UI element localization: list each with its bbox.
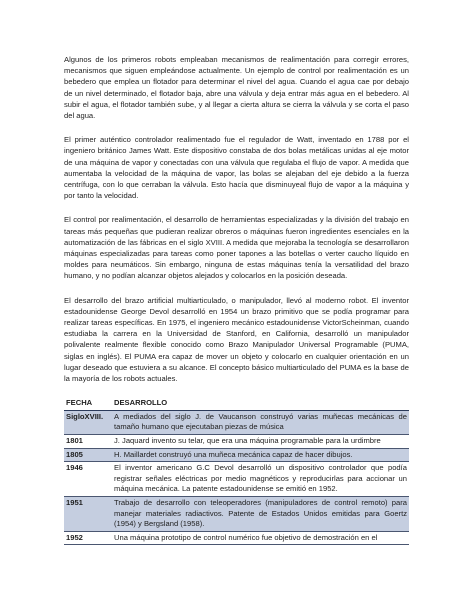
table-header-row <box>64 397 409 410</box>
table-row <box>64 435 409 449</box>
history-table <box>64 397 409 545</box>
row-description: El inventor americano G.C Devol desarrolló un dispositivo controlador que podía registrar señales eléctricas por medio magnéticos y reproducirlas para accionar un máquina mecánica. La patente estadounidense se emitió en 1952. <box>112 462 409 497</box>
row-description: H. Maillardet construyó una muñeca mecánica capaz de hacer dibujos. <box>112 448 409 462</box>
header-fecha: FECHA <box>64 397 112 410</box>
table-row <box>64 462 409 497</box>
row-description: A mediados del siglo J. de Vaucanson construyó varias muñecas mecánicas de tamaño humano que ejecutaban piezas de música <box>112 410 409 434</box>
paragraph-feedback-mechanisms: Algunos de los primeros robots empleaban mecanismos de realimentación para corregir errores, mecanismos que siguen empleándose actualmente. Un ejemplo de control por realimentación es un bebedero que emplea un flotador para determinar el nivel del agua. Cuando el agua cae por debajo de un nivel determinado, el flotador baja, abre una válvula y deja entrar más agua en el bebedero. Al subir el agua, el flotador también sube, y al llegar a cierta altura se cierra la válvula y se corta el paso del agua. <box>64 55 409 121</box>
document-body <box>64 54 409 545</box>
paragraph-factory-automation: El control por realimentación, el desarrollo de herramientas especializadas y la división del trabajo en tareas más pequeñas que pudieran realizar obreros o máquinas fueron ingredientes esenciales en la automatización de las fábricas en el siglo XVIII. A medida que mejoraba la tecnología se desarrollaron máquinas especializadas para tareas como poner tapones a las botellas o verter caucho líquido en moldes para neumáticos. Sin embargo, ninguna de estas máquinas tenía la versatilidad del brazo humano, y no podían alcanzar objetos alejados y colocarlos en la posición deseada. <box>64 215 409 281</box>
row-description: Una máquina prototipo de control numérico fue objetivo de demostración en el <box>112 531 409 545</box>
row-year: 1952 <box>64 531 112 545</box>
row-description: Trabajo de desarrollo con teleoperadores (manipuladores de control remoto) para manejar materiales radiactivos. Patente de Estados Unidos emitidas para Goertz (1954) y Bergsland (1958). <box>112 497 409 532</box>
row-year: 1801 <box>64 435 112 449</box>
table-row <box>64 448 409 462</box>
row-year: 1805 <box>64 448 112 462</box>
table-row <box>64 410 409 434</box>
row-description: J. Jaquard invento su telar, que era una máquina programable para la urdimbre <box>112 435 409 449</box>
row-year: 1946 <box>64 462 112 497</box>
paragraph-manipulator-arm: El desarrollo del brazo artificial multiarticulado, o manipulador, llevó al moderno robot. El inventor estadounidense George Devol desarrolló en 1954 un brazo primitivo que se podía programar para realizar tareas específicas. En 1975, el ingeniero mecánico estadounidense VictorScheinman, cuando estudiaba la carrera en la Universidad de Stanford, en California, desarrolló un manipulador polivalente realmente flexible conocido como Brazo Manipulador Universal Programable (PUMA, siglas en inglés). El PUMA era capaz de mover un objeto y colocarlo en cualquier orientación en un lugar deseado que estuviera a su alcance. El concepto básico multiarticulado del PUMA es la base de la mayoría de los robots actuales. <box>64 295 409 384</box>
row-year: 1951 <box>64 497 112 532</box>
paragraph-watt-regulator: El primer auténtico controlador realimentado fue el regulador de Watt, inventado en 1788 por el ingeniero británico James Watt. Este dispositivo constaba de dos bolas metálicas unidas al eje motor de una máquina de vapor y conectadas con una válvula que regulaba el flujo de vapor. A medida que aumentaba la velocidad de la máquina de vapor, las bolas se alejaban del eje debido a la fuerza centrífuga, con lo que cerraban la válvula. Esto hacía que disminuyeal flujo de vapor a la máquina y por tanto la velocidad. <box>64 135 409 201</box>
row-year: SigloXVIII. <box>64 410 112 434</box>
table-row <box>64 531 409 545</box>
table-row <box>64 497 409 532</box>
header-desarrollo: DESARROLLO <box>112 397 409 410</box>
